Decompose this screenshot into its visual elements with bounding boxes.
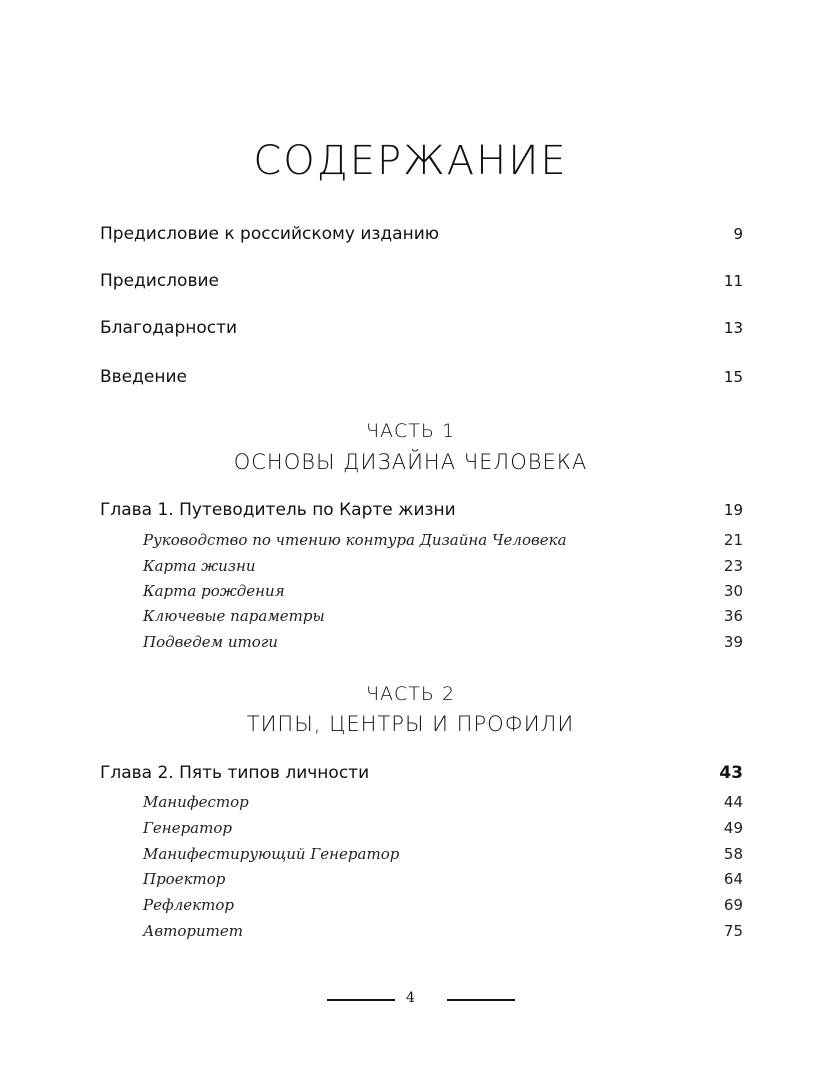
section-entry[interactable]: [143, 582, 743, 600]
part2-heading: ЧАСТЬ 2: [365, 683, 456, 705]
section-label: Карта рождения: [143, 582, 285, 600]
page-title: СОДЕРЖАНИЕ: [253, 138, 568, 184]
section-entry[interactable]: [143, 896, 743, 914]
section-label: Генератор: [143, 819, 232, 837]
toc-entry-page: 15: [723, 368, 743, 386]
section-page: 69: [723, 896, 743, 914]
part2-name: ТИПЫ, ЦЕНТРЫ И ПРОФИЛИ: [246, 712, 575, 736]
section-entry[interactable]: [143, 870, 743, 888]
chapter-label: Глава 1. Путеводитель по Карте жизни: [100, 500, 456, 520]
chapter-page: 43: [719, 763, 743, 783]
toc-entry[interactable]: [100, 318, 743, 338]
section-page: 36: [723, 607, 743, 625]
section-entry[interactable]: [143, 819, 743, 837]
page-number: 4: [406, 990, 415, 1006]
section-page: 21: [723, 531, 743, 549]
section-entry[interactable]: [143, 557, 743, 575]
section-label: Руководство по чтению контура Дизайна Человека: [143, 531, 567, 549]
section-entry[interactable]: [143, 607, 743, 625]
section-page: 49: [723, 819, 743, 837]
section-entry[interactable]: [143, 633, 743, 651]
chapter-page: 19: [723, 501, 743, 519]
section-page: 58: [723, 845, 743, 863]
chapter-label: Глава 2. Пять типов личности: [100, 763, 370, 783]
section-label: Манифестор: [143, 793, 249, 811]
toc-entry-page: 9: [733, 225, 743, 243]
section-page: 39: [723, 633, 743, 651]
part1-heading: ЧАСТЬ 1: [365, 420, 456, 442]
part1-name: ОСНОВЫ ДИЗАЙНА ЧЕЛОВЕКА: [233, 450, 588, 474]
section-label: Манифестирующий Генератор: [143, 845, 400, 863]
chapter-entry[interactable]: [100, 500, 743, 520]
toc-entry-label: Предисловие к российскому изданию: [100, 224, 440, 244]
footer-rule-right: [447, 999, 515, 1001]
toc-entry-page: 13: [723, 319, 743, 337]
section-label: Подведем итоги: [143, 633, 278, 651]
toc-entry[interactable]: [100, 224, 743, 244]
toc-entry[interactable]: [100, 367, 743, 387]
section-page: 75: [723, 922, 743, 940]
toc-entry-label: Введение: [100, 367, 187, 387]
section-label: Авторитет: [143, 922, 243, 940]
section-label: Проектор: [143, 870, 226, 888]
section-label: Ключевые параметры: [143, 607, 325, 625]
section-page: 30: [723, 582, 743, 600]
section-entry[interactable]: [143, 922, 743, 940]
section-entry[interactable]: [143, 531, 743, 549]
toc-entry-page: 11: [723, 272, 743, 290]
toc-entry[interactable]: [100, 271, 743, 291]
section-page: 64: [723, 870, 743, 888]
toc-entry-label: Благодарности: [100, 318, 238, 338]
section-label: Рефлектор: [143, 896, 234, 914]
section-page: 23: [723, 557, 743, 575]
section-entry[interactable]: [143, 845, 743, 863]
chapter-entry[interactable]: [100, 763, 743, 783]
section-page: 44: [723, 793, 743, 811]
section-label: Карта жизни: [143, 557, 256, 575]
toc-entry-label: Предисловие: [100, 271, 219, 291]
section-entry[interactable]: [143, 793, 743, 811]
